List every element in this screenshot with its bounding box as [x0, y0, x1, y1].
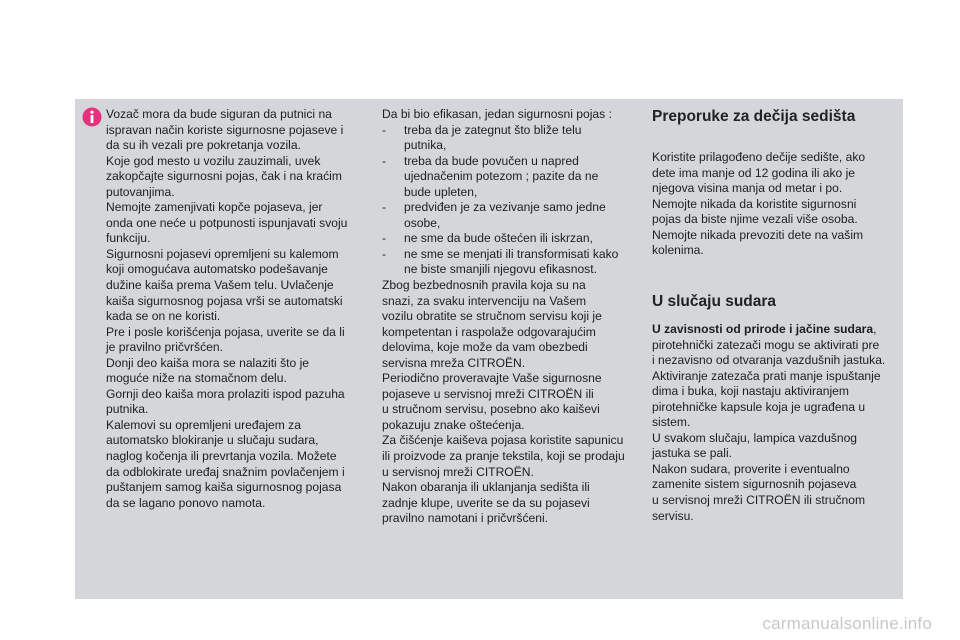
child-seat-line: Nemojte nikada da koristite sigurnosni [652, 196, 857, 211]
collision-line: Nakon sudara, proverite i eventualno [652, 461, 850, 476]
requirement-line: - predviđen je za vezivanje samo jedne [404, 200, 606, 215]
collision-body [652, 338, 902, 525]
requirement-line: ne biste smanjili njegovu efikasnost. [404, 262, 597, 277]
child-seat-heading: Preporuke za dečija sedišta [652, 108, 856, 125]
maintenance-line: pravilno namotani i pričvršćeni. [382, 511, 549, 526]
requirement-item [382, 154, 640, 201]
child-seat-text [652, 150, 902, 259]
requirement-line: ujednačenim potezom ; pazite da ne [404, 169, 599, 184]
collision-first-line [652, 322, 902, 338]
requirement-line: putnika, [404, 138, 447, 153]
collision-bold-lead: U zavisnosti od prirode i jačine sudara [652, 322, 874, 336]
maintenance-line: ili proizvode za pranje tekstila, koji se prodaju [382, 449, 625, 464]
maintenance-text [382, 278, 640, 527]
collision-line: pirotehničke kapsule koja je ugrađena u [652, 399, 866, 414]
seatbelt-info-line: onda one neće u potpunosti ispunjavati svoju [106, 215, 348, 230]
requirement-line: - ne sme se menjati ili transformisati kako [404, 246, 619, 261]
info-icon [82, 107, 102, 127]
maintenance-line: Zbog bezbednosnih pravila koja su na [382, 278, 586, 293]
seatbelt-info-line: zakopčajte sigurnosni pojas, čak i na kraćim [106, 169, 342, 184]
maintenance-line: pokazuju znake oštećenja. [382, 417, 525, 432]
collision-line: sistem. [652, 415, 691, 430]
requirements-intro: Da bi bio efikasan, jedan sigurnosni pojas : [382, 107, 612, 121]
collision-lead-rest: , [873, 322, 877, 336]
seatbelt-info-line: moguće niže na stomačnom delu. [106, 371, 287, 386]
watermark: carmanualsonline.info [762, 614, 932, 633]
seatbelt-info-line: funkciju. [106, 231, 151, 246]
seatbelt-info-line: naglog kočenja ili prevrtanja vozila. Možete [106, 449, 337, 464]
maintenance-line: servisna mreža CITROËN. [382, 355, 526, 370]
requirement-item [382, 123, 640, 154]
seatbelt-info-line: putnika. [106, 402, 149, 417]
maintenance-line: snazi, za svaku intervenciju na Vašem [382, 293, 587, 308]
seatbelt-info-line: Kalemovi su opremljeni uređajem za [106, 417, 301, 432]
collision-heading: U slučaju sudara [652, 293, 777, 310]
seatbelt-info-line: Vozač mora da bude siguran da putnici na [106, 107, 332, 121]
seatbelt-info-line: dužine kaiša prema Vašem telu. Uvlačenje [106, 278, 334, 293]
collision-line: dima i buka, koji nastaju aktiviranjem [652, 384, 849, 399]
seatbelt-info-line: putovanjima. [106, 184, 175, 199]
collision-line: pirotehnički zatezači mogu se aktivirati pre [652, 337, 880, 352]
maintenance-line: u servisnoj mreži CITROËN. [382, 464, 534, 479]
requirement-line: - ne sme da bude oštećen ili iskrzan, [404, 231, 593, 246]
maintenance-line: vozilu obratite se stručnom servisu koji je [382, 309, 602, 324]
seatbelt-info-line: kaiša sigurnosnog pojasa vrši se automatski [106, 293, 343, 308]
requirement-item [382, 231, 640, 247]
seatbelt-info-line: je pravilno pričvršćen. [106, 340, 223, 355]
requirement-item [382, 200, 640, 231]
collision-line: servisu. [652, 508, 694, 523]
collision-line: jastuka se pali. [652, 446, 732, 461]
seatbelt-info-line: da se lagano ponovo namota. [106, 495, 266, 510]
child-seat-line: Koristite prilagođeno dečije sedište, ako [652, 150, 866, 164]
seatbelt-info-line: automatsko blokiranje u slučaju sudara, [106, 433, 319, 448]
seatbelt-info-line: Sigurnosni pojasevi opremljeni su kalemom [106, 246, 339, 261]
maintenance-line: Periodično proveravajte Vaše sigurnosne [382, 371, 602, 386]
maintenance-line: zadnje klupe, uverite se da su pojasevi [382, 495, 590, 510]
child-seat-line: kolenima. [652, 243, 704, 258]
seatbelt-requirements-column [382, 107, 640, 527]
seatbelt-info-line: Nemojte zamenjivati kopče pojaseva, jer [106, 200, 323, 215]
requirement-line: bude upleten, [404, 184, 478, 199]
child-seat-line: dete ima manje od 12 godina ili ako je [652, 165, 856, 180]
maintenance-line: delovima, koje može da vam obezbedi [382, 340, 588, 355]
seatbelt-info-line: da su ih vezali pre pokretanja vozila. [106, 138, 301, 153]
child-seat-line: njegova visina manja od metar i po. [652, 181, 843, 196]
seatbelt-info-line: Donji deo kaiša mora se nalaziti što je [106, 355, 310, 370]
maintenance-line: Nakon obaranja ili uklanjanja sedišta ili [382, 480, 590, 495]
seatbelt-info-column [106, 107, 364, 511]
seatbelt-info-line: puštanjem samog kaiša sigurnosnog pojasa [106, 480, 342, 495]
child-seat-line: Nemojte nikada prevoziti dete na vašim [652, 227, 864, 242]
maintenance-line: Za čišćenje kaiševa pojasa koristite sapunicu [382, 433, 624, 448]
collision-text [652, 322, 902, 524]
collision-line: zamenite sistem sigurnosnih pojaseva [652, 477, 857, 492]
seatbelt-info-line: Gornji deo kaiša mora prolaziti ispod pazuha [106, 386, 345, 401]
child-seat-line: pojas da biste njime vezali više osoba. [652, 212, 858, 227]
seatbelt-info-line: Koje god mesto u vozilu zauzimali, uvek [106, 153, 321, 168]
collision-line: U svakom slučaju, lampica vazdušnog [652, 430, 858, 445]
requirement-line: - treba da je zategnut što bliže telu [404, 122, 582, 137]
maintenance-line: pojaseve u servisnoj mreži CITROËN ili [382, 386, 594, 401]
requirements-list [382, 123, 640, 278]
seatbelt-info-line: Pre i posle korišćenja pojasa, uverite se da li [106, 324, 345, 339]
seatbelt-info-line: da odblokirate uređaj snažnim povlačenjem i [106, 464, 345, 479]
seatbelt-info-line: ispravan način koriste sigurnosne pojaseve i [106, 122, 344, 137]
collision-line: Aktiviranje zatezača prati manje ispuštanje [652, 368, 881, 383]
seatbelt-info-line: kada se on ne koristi. [106, 309, 221, 324]
requirement-item [382, 247, 640, 278]
seatbelt-info-line: koji omogućava automatsko podešavanje [106, 262, 328, 277]
collision-line: u servisnoj mreži CITROËN ili stručnom [652, 493, 866, 508]
requirement-line: osobe, [404, 215, 441, 230]
requirement-line: - treba da bude povučen u napred [404, 153, 579, 168]
maintenance-line: kompetentan i raspolaže odgovarajućim [382, 324, 596, 339]
collision-line: i nezavisno od otvaranja vazdušnih jastuka. [652, 353, 886, 368]
maintenance-line: u stručnom servisu, posebno ako kaiševi [382, 402, 600, 417]
